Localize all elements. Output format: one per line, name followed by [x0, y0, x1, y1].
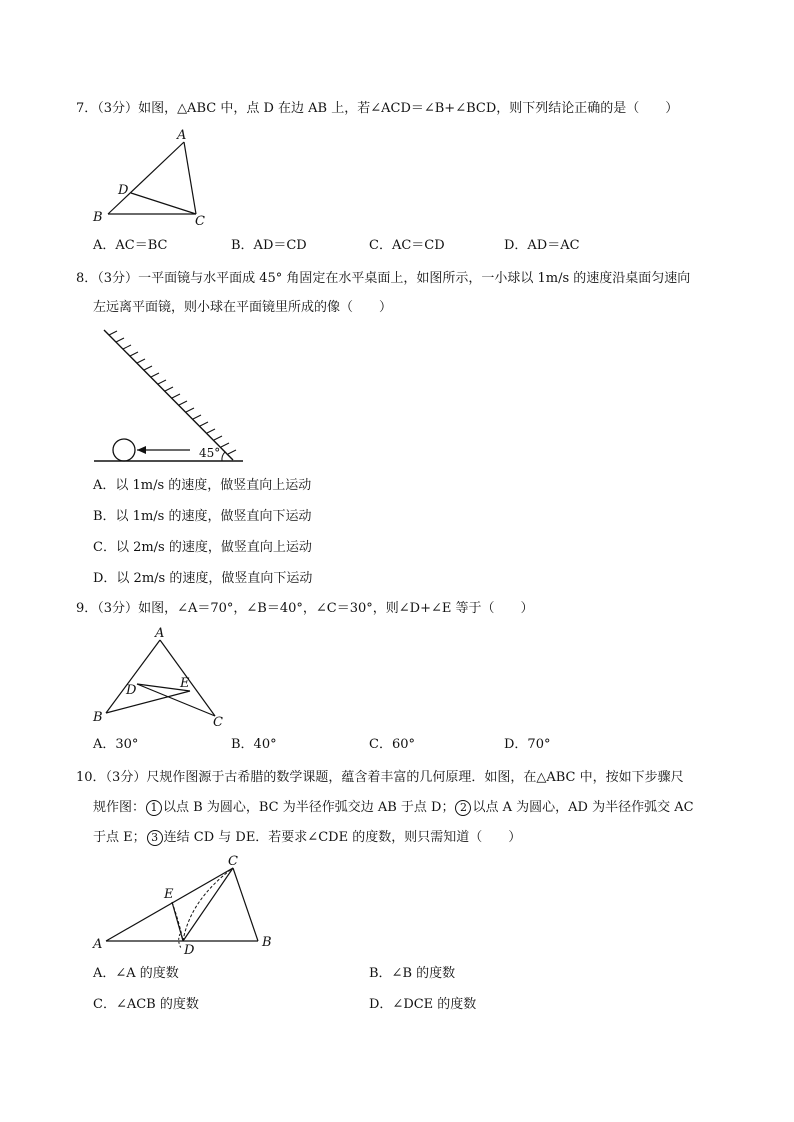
q7-option-d: D．AD＝AC [504, 238, 580, 253]
q10-score: （3分） [105, 770, 147, 785]
q7-stem-text: 如图，△ABC 中，点 D 在边 AB 上，若∠ACD＝∠B+∠BCD，则下列结论正确的是（ ） [138, 101, 679, 116]
q7-label-a: A [177, 128, 187, 143]
q7-number: 7． [76, 101, 98, 116]
q7-option-b: B．AD＝CD [231, 238, 307, 253]
q8-option-d: D．以 2m/s 的速度，做竖直向下运动 [93, 571, 313, 586]
q10-option-d: D．∠DCE 的度数 [369, 997, 477, 1012]
q10-label-b: B [262, 935, 272, 950]
q7-score: （3分） [97, 101, 139, 116]
q10-label-d: D [184, 943, 195, 958]
q10-option-c: C．∠ACB 的度数 [93, 997, 199, 1012]
q8-option-c: C．以 2m/s 的速度，做竖直向上运动 [93, 540, 312, 555]
q9-score: （3分） [97, 601, 139, 616]
q9-label-b: B [93, 710, 103, 725]
q8-score: （3分） [97, 271, 139, 286]
q10-label-c: C [228, 854, 238, 869]
q9-label-c: C [213, 715, 223, 730]
q8-stem-line2: 左远离平面镜，则小球在平面镜里所成的像（ ） [93, 300, 393, 315]
q7-option-a: A．AC＝BC [93, 238, 168, 253]
q9-option-a: A．30° [93, 737, 139, 752]
q8-option-b: B．以 1m/s 的速度，做竖直向下运动 [93, 509, 312, 524]
q9-option-b: B．40° [231, 737, 277, 752]
q10-stem-text3: 于点 E； [93, 830, 146, 845]
q10-option-a: A．∠A 的度数 [93, 966, 179, 981]
q10-circled-1: 1 [146, 800, 162, 816]
q9-number: 9． [76, 601, 98, 616]
q8-stem-text1: 一平面镜与水平面成 45° 角固定在水平桌面上，如图所示，一小球以 1m/s 的速度沿桌面匀速向 [138, 271, 691, 286]
q10-step1: 以点 B 为圆心，BC 为半径作弧交边 AB 于点 D； [163, 800, 455, 815]
q10-label-e: E [164, 887, 174, 902]
q8-angle-label: 45° [199, 446, 221, 460]
q10-number: 10． [76, 770, 106, 785]
q10-option-b: B．∠B 的度数 [369, 966, 456, 981]
q9-option-c: C．60° [369, 737, 415, 752]
q10-stem-text1: 尺规作图源于古希腊的数学课题，蕴含着丰富的几何原理．如图，在△ABC 中，按如下步骤尺 [146, 770, 684, 785]
q9-stem-text: 如图，∠A＝70°，∠B＝40°，∠C＝30°，则∠D+∠E 等于（ ） [138, 601, 534, 616]
q7-label-b: B [93, 210, 103, 225]
q7-label-d: D [118, 183, 129, 198]
q7-label-c: C [195, 214, 205, 229]
q10-stem-text2: 规作图： [93, 800, 146, 815]
q10-step3: 连结 CD 与 DE．若要求∠CDE 的度数，则只需知道（ ） [163, 830, 522, 845]
q7-option-c: C．AC＝CD [369, 238, 445, 253]
q9-label-d: D [126, 683, 137, 698]
q10-label-a: A [93, 937, 103, 952]
q10-circled-3: 3 [147, 830, 163, 846]
q8-number: 8． [76, 271, 98, 286]
q10-circled-2: 2 [455, 800, 471, 816]
q9-label-e: E [180, 676, 190, 691]
q9-option-d: D．70° [504, 737, 551, 752]
q10-step2: 以点 A 为圆心，AD 为半径作弧交 AC [472, 800, 694, 815]
q8-option-a: A．以 1m/s 的速度，做竖直向上运动 [93, 478, 312, 493]
q9-label-a: A [155, 626, 165, 641]
